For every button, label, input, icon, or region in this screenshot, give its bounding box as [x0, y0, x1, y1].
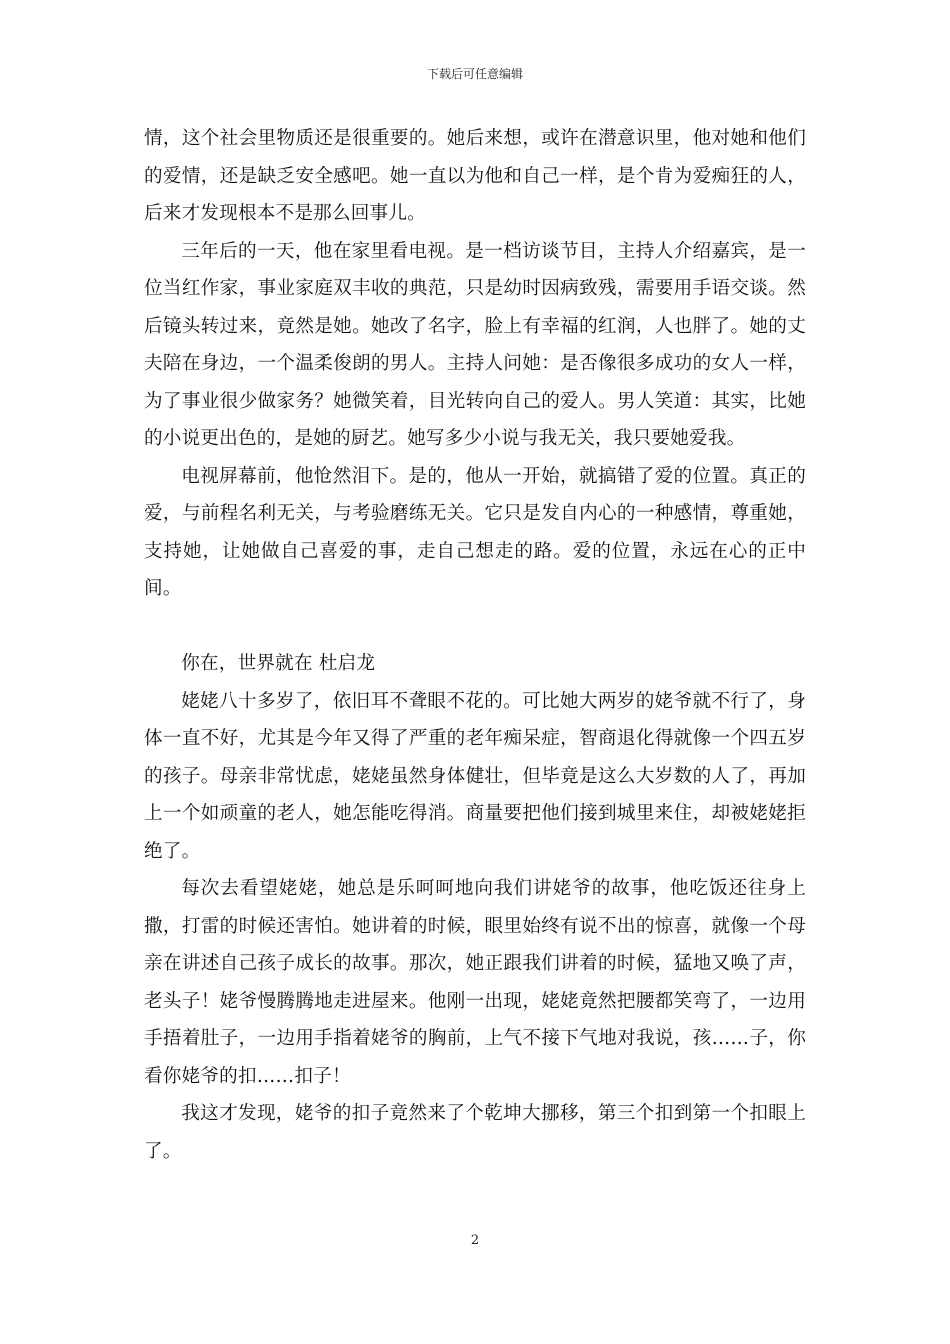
- body-paragraph: 姥姥八十多岁了，依旧耳不聋眼不花的。可比她大两岁的姥爷就不行了，身体一直不好，尤其是今年又得了严重的老年痴呆症，智商退化得就像一个四五岁的孩子。母亲非常忧虑，姥姥虽然身体健壮，但毕竟是这么大岁数的人了，再加上一个如顽童的老人，她怎能吃得消。商量要把他们接到城里来住，却被姥姥拒绝了。: [144, 690, 806, 862]
- body-paragraph: 每次去看望姥姥，她总是乐呵呵地向我们讲姥爷的故事，他吃饭还往身上撒，打雷的时候还害怕。她讲着的时候，眼里始终有说不出的惊喜，就像一个母亲在讲述自己孩子成长的故事。那次，她正跟我们讲着的时候，猛地又唤了声，老头子！姥爷慢腾腾地走进屋来。他刚一出现，姥姥竟然把腰都笑弯了，一边用手捂着肚子，一边用手指着姥爷的胸前，上气不接下气地对我说，孩……子，你看你姥爷的扣……扣子！: [144, 878, 806, 1087]
- page-number: 2: [470, 1233, 480, 1248]
- body-paragraph: 电视屏幕前，他怆然泪下。是的，他从一开始，就搞错了爱的位置。真正的爱，与前程名利无关，与考验磨练无关。它只是发自内心的一种感情，尊重她，支持她，让她做自己喜爱的事，走自己想走的路。爱的位置，永远在心的正中间。: [144, 465, 806, 599]
- page-body: [144, 120, 806, 1170]
- body-paragraph-continued: 情，这个社会里物质还是很重要的。她后来想，或许在潜意识里，他对她和他们的爱情，还是缺乏安全感吧。她一直以为他和自己一样，是个肯为爱痴狂的人，后来才发现根本不是那么回事儿。: [144, 128, 806, 224]
- body-paragraph: 三年后的一天，他在家里看电视。是一档访谈节目，主持人介绍嘉宾，是一位当红作家，事业家庭双丰收的典范，只是幼时因病致残，需要用手语交谈。然后镜头转过来，竟然是她。她改了名字，脸上有幸福的红润，人也胖了。她的丈夫陪在身边，一个温柔俊朗的男人。主持人问她：是否像很多成功的女人一样，为了事业很少做家务？她微笑着，目光转向自己的爱人。男人笑道：其实，比她的小说更出色的，是她的厨艺。她写多少小说与我无关，我只要她爱我。: [144, 240, 806, 449]
- section-spacer: [144, 608, 806, 646]
- body-paragraph: 我这才发现，姥爷的扣子竟然来了个乾坤大挪移，第三个扣到第一个扣眼上了。: [144, 1103, 806, 1162]
- page-header: 下载后可任意编辑: [426, 67, 523, 81]
- article-title: 你在，世界就在 杜启龙: [181, 653, 376, 674]
